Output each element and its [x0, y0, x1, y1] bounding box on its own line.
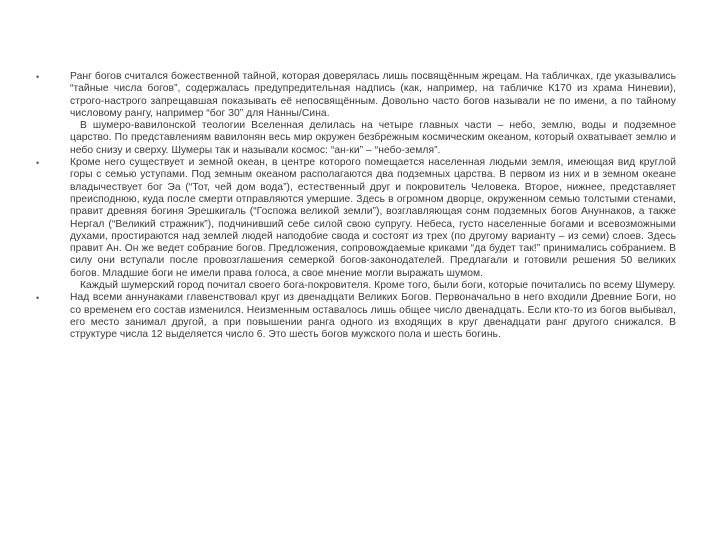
bullet-marker: •	[36, 293, 40, 304]
bullet-list	[36, 71, 676, 342]
paragraph: В шумеро-вавилонской теологии Вселенная делилась на четыре главных части – небо, землю, воды и подземное царство. По представлениям вавилонян весь мир окружен безбрежным космическим океаном, который охватывает землю и небо снизу и сверху. Шумеры так и называли космос: “ан-ки” – “небо-земля”.	[70, 120, 676, 156]
bullet-marker: •	[36, 158, 40, 169]
paragraph: Кроме него существует и земной океан, в центре которого помещается населенная людьми земля, имеющая вид круглой горы с семью уступами. Под земным океаном располагаются два подземных царства. В первом из них и в земном океане владычествует бог Эа (“Тот, чей дом вода”), естественный друг и покровитель Человека. Второе, нижнее, представляет преисподнюю, куда после смерти отправляются умершие. Здесь в огромном дворце, окруженном семью толстыми стенами, правит древняя богиня Эрешкигаль (“Госпожа великой земли”), возглавляющая сонм подземных богов Ануннаков, а также Нергал (“Великий стражник”), подчинивший себе силой свою супругу. Небеса, густо населенные богами и всевозможными духами, простираются над землей людей наподобие свода и состоят из трех (по другому варианту – из семи) слоев. Здесь правит Ан. Он же ведет собрание богов. Предложения, сопровождаемые криками “да будет так!” принимались собранием. В силу они вступали после провозглашения семеркой богов-законодателей. Предлагали и готовили решения 50 великих богов. Младшие боги не имели права голоса, а свое мнение могли выражать шумом.	[70, 157, 676, 279]
list-item-text	[70, 71, 676, 157]
paragraph: Ранг богов считался божественной тайной, которая доверялась лишь посвящённым жрецам. На табличках, где указывались “тайные числа богов”, содержалась предупредительная надпись (как, например, на табличке К170 из храма Ниневии), строго-настрого запрещавшая показывать её непосвящённым. Довольно часто богов называли не по имени, а по тайному числовому рангу, например “бог 30” для Нанны/Сина.	[70, 71, 676, 119]
paragraph: Каждый шумерский город почитал своего бога-покровителя. Кроме того, были боги, которые почитались по всему Шумеру.	[80, 280, 676, 292]
list-item	[36, 71, 676, 157]
list-item	[36, 157, 676, 292]
list-item	[36, 292, 676, 341]
bullet-marker: •	[36, 72, 40, 82]
list-item-text	[70, 292, 676, 341]
list-item-text	[70, 157, 676, 292]
paragraph: Над всеми аннунаками главенствовал круг из двенадцати Великих Богов. Первоначально в него входили Древние Боги, но со временем его состав изменился. Неизменным оставалось лишь общее число двенадцать. Если кто-то из богов выбывал, его место занимал другой, а при повышении ранга одного из входящих в круг двенадцати ранг другого снижался. В структуре числа 12 выделяется число 6. Это шесть богов мужского пола и шесть богинь.	[70, 292, 676, 341]
